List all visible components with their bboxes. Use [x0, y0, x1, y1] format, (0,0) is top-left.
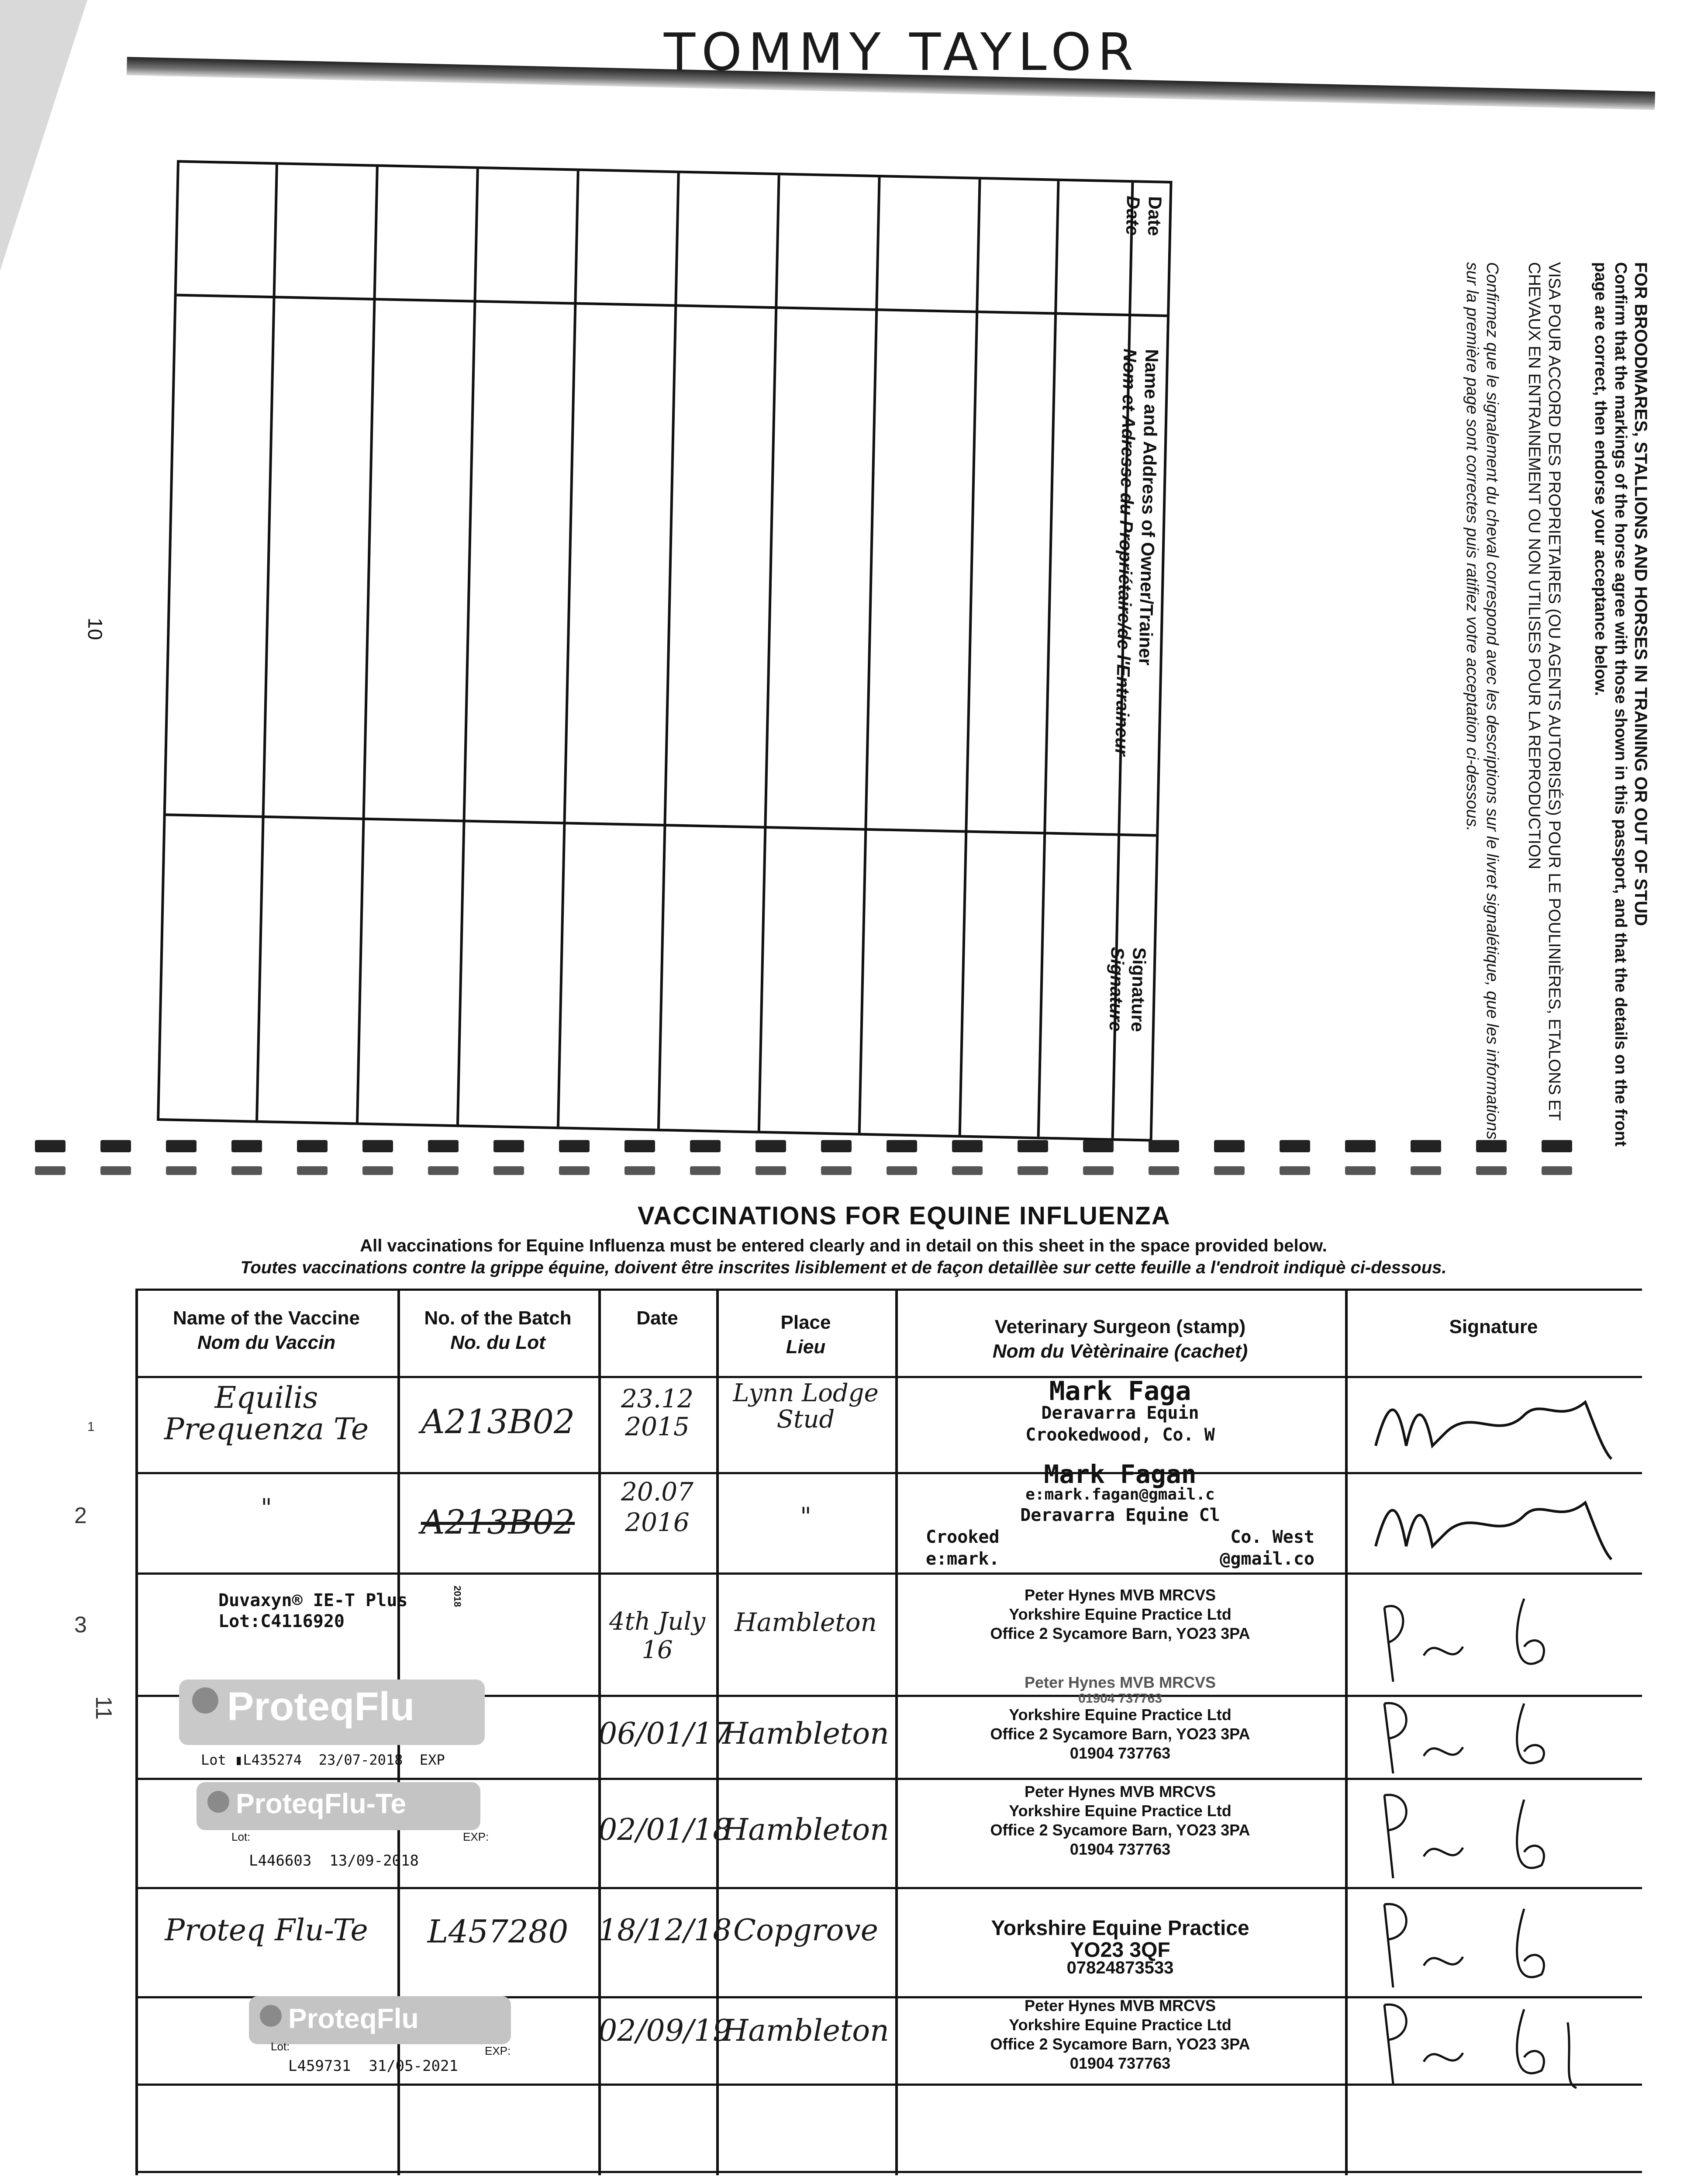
row1-batch: A213B02 — [421, 1402, 575, 1441]
table-divider — [657, 173, 680, 1129]
table-divider — [456, 169, 479, 1125]
table-divider — [135, 1289, 1642, 1291]
row4-vet-stamp: Peter Hynes MVB MRCVS 01904 737763 Yorkshire Equine Practice Ltd Office 2 Sycamore Barn, YO23 3PA 01904 737763 — [990, 1673, 1250, 1762]
arrow-down-icon — [207, 1791, 229, 1813]
row6-vaccine: Proteq Flu-Te — [165, 1913, 368, 1948]
row1-vet-stamp: Mark Faga Deravarra Equin Crookedwood, Co. W — [1025, 1376, 1215, 1445]
table-divider — [179, 163, 1170, 183]
table-divider — [356, 167, 379, 1123]
row1-place: Lynn Lodge Stud — [733, 1379, 879, 1434]
column-header-signature: Signature Signature — [1105, 947, 1150, 1033]
row7-date: 02/09/19 — [598, 2014, 732, 2048]
header-place: Place Lieu — [780, 1312, 831, 1358]
row5-date: 02/01/18 — [598, 1813, 732, 1847]
row5-place: Hambleton — [722, 1813, 889, 1847]
table-divider — [557, 171, 580, 1127]
row3-place: Hambleton — [735, 1607, 877, 1637]
row7-exp-label: EXP: — [485, 2044, 511, 2057]
row1-vaccine: Equilis Prequenza Te — [164, 1381, 369, 1447]
table-divider — [166, 813, 1156, 836]
owner-name-handwritten: TOMMY TAYLOR — [664, 22, 1140, 82]
header-vet: Veterinary Surgeon (stamp) Nom du Vètèrinaire (cachet) — [992, 1316, 1248, 1362]
table-divider — [1345, 1289, 1348, 2175]
vaccinations-table — [135, 1289, 1642, 2175]
table-divider — [135, 1289, 138, 2175]
row3-label-year: 2018 — [452, 1586, 463, 1607]
row3-date: 4th July 16 — [609, 1607, 706, 1664]
column-header-date: Date Date — [1122, 195, 1166, 236]
table-divider — [135, 1887, 1642, 1889]
row2-vet-stamp: Mark Fagan e:mark.fagan@gmail.c Deravarra Equine Cl Crooked Co. West e:mark. @gmail.co — [926, 1459, 1314, 1569]
row2-place: " — [800, 1503, 811, 1531]
table-divider — [1037, 181, 1060, 1137]
row4-signature — [1358, 1695, 1620, 1778]
row7-lot-label: Lot: — [271, 2040, 290, 2053]
binder-rings — [26, 1140, 1642, 1184]
table-divider — [959, 180, 981, 1135]
header-vaccine: Name of the Vaccine Nom du Vaccin — [173, 1307, 360, 1353]
row6-vet-stamp: Yorkshire Equine Practice YO23 3QF 07824873533 — [991, 1917, 1249, 1977]
table-divider — [895, 1289, 898, 2175]
row1-signature — [1358, 1380, 1620, 1468]
table-divider — [135, 1376, 1642, 1378]
row5-lot-label: Lot: — [231, 1830, 251, 1843]
row4-vaccine-label: ProteqFlu — [179, 1679, 485, 1745]
owner-endorsement-table — [157, 160, 1173, 1141]
header-batch: No. of the Batch No. du Lot — [424, 1307, 572, 1353]
page-number-10: 10 — [83, 617, 107, 640]
page-number-11: 11 — [90, 1696, 116, 1720]
table-divider — [135, 1778, 1642, 1780]
row6-date: 18/12/18 — [598, 1913, 732, 1948]
row4-date: 06/01/17 — [598, 1717, 732, 1751]
row2-signature — [1358, 1472, 1620, 1568]
scan-corner-shadow — [0, 0, 87, 271]
row6-signature — [1358, 1891, 1620, 1996]
header-date: Date — [636, 1307, 678, 1329]
row5-signature — [1358, 1782, 1620, 1887]
row3-vaccine-label: Duvaxyn® IE-T Plus Lot:C4116920 — [218, 1590, 408, 1631]
table-divider — [255, 165, 278, 1120]
table-divider — [135, 2171, 1642, 2173]
row1-date: 23.12 2015 — [621, 1384, 694, 1441]
row5-exp-label: EXP: — [463, 1830, 489, 1843]
row-number-3: 3 — [74, 1612, 87, 1638]
row5-vet-stamp: Peter Hynes MVB MRCVS Yorkshire Equine Practice Ltd Office 2 Sycamore Barn, YO23 3PA 01904 737763 — [990, 1783, 1250, 1858]
row7-place: Hambleton — [722, 2014, 889, 2048]
vaccinations-intro-fr: Toutes vaccinations contre la grippe équine, doivent être inscrites lisiblement et de façon detaillèe sur cette feuille a l'endroit indiquè ci-dessous. — [240, 1258, 1447, 1277]
row2-vaccine: " — [261, 1494, 272, 1522]
row3-vet-stamp: Peter Hynes MVB MRCVS Yorkshire Equine Practice Ltd Office 2 Sycamore Barn, YO23 3PA — [990, 1586, 1250, 1642]
vaccinations-title: VACCINATIONS FOR EQUINE INFLUENZA — [638, 1202, 1171, 1230]
row2-date: 20.07 2016 — [621, 1477, 694, 1537]
table-divider — [135, 1572, 1642, 1575]
row6-place: Copgrove — [733, 1913, 879, 1948]
row7-vet-stamp: Peter Hynes MVB MRCVS Yorkshire Equine Practice Ltd Office 2 Sycamore Barn, YO23 3PA 01904 737763 — [990, 1997, 1250, 2072]
row3-signature — [1358, 1581, 1620, 1690]
row6-batch: L457280 — [427, 1913, 569, 1950]
endorsement-instructions: FOR BROODMARES, STALLIONS AND HORSES IN TRAINING OR OUT OF STUD Confirm that the markings of the horse agree with those shown in this passport, and that the details on the front page are correct, then endorse your acceptance below. VISA POUR ACCORD DES PROPRIETAIRES (OU AGENTS AUTORISÉS) POUR LE POULINIÈRES, ETALONS ET CHEVAUX EN ENTRAINEMENT OU NON UTILISES POUR LA REPRODUCTION Confirmez que le signalement du cheval correspond avec les descriptions sur le livret signalétique, que les informations sur la première page sont correctes puis ratifiez votre acceptation ci-dessous. — [1463, 262, 1650, 1147]
arrow-down-icon — [260, 2005, 282, 2027]
column-header-owner: Name and Address of Owner/Trainer Nom et Adresse du Propriétaire/de l'Entraineur — [1111, 348, 1163, 757]
row7-signature — [1358, 1996, 1620, 2092]
table-divider — [177, 294, 1167, 317]
vaccinations-intro-en: All vaccinations for Equine Influenza must be entered clearly and in detail on this sheet in the space provided below. — [360, 1236, 1327, 1255]
row5-lot-text: L446603 13/09-2018 — [249, 1852, 419, 1870]
row7-lot-text: L459731 31/05-2021 — [288, 2057, 458, 2075]
row4-lot-text: Lot ▮L435274 23/07-2018 EXP — [201, 1752, 445, 1768]
header-signature: Signature — [1449, 1316, 1538, 1337]
row-number-1: 1 — [87, 1420, 95, 1434]
row4-place: Hambleton — [722, 1717, 889, 1751]
row2-batch: A213B02 — [421, 1503, 575, 1541]
row7-vaccine-label: ProteqFlu — [249, 1996, 511, 2044]
row-number-2: 2 — [74, 1503, 87, 1528]
arrow-down-icon — [192, 1687, 218, 1714]
table-divider — [758, 175, 780, 1131]
table-divider — [858, 177, 881, 1133]
owner-endorsement-page — [83, 160, 1172, 1216]
row5-vaccine-label: ProteqFlu-Te — [197, 1782, 480, 1830]
